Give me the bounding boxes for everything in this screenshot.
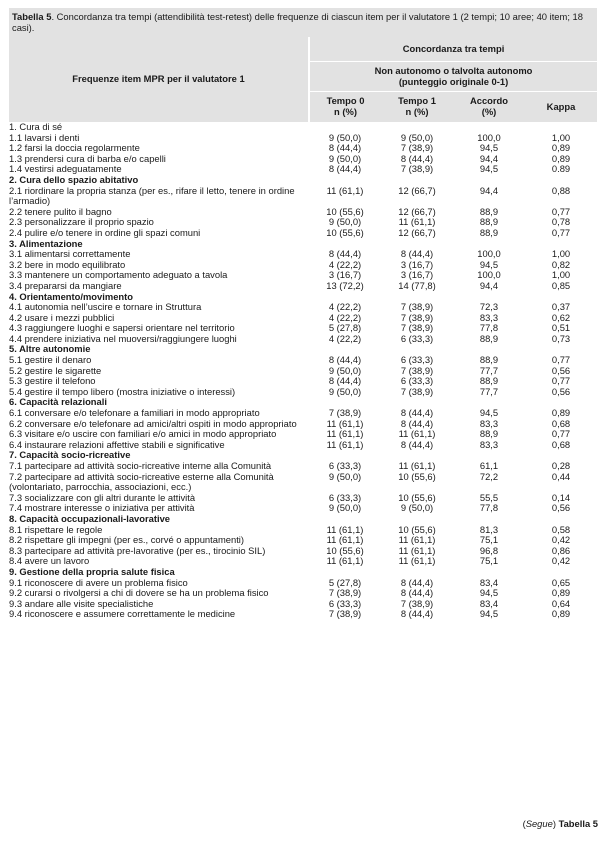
accordo-value: 94,5 [479, 142, 499, 154]
tempo1-value: 8 (44,4) [400, 438, 434, 450]
section-title: 5. Altre autonomie [9, 343, 91, 355]
tempo0-value: 6 (33,3) [328, 491, 362, 503]
accordo-value: 77,7 [479, 385, 499, 397]
section-title: 1. Cura di sé [9, 121, 63, 132]
tempo0-value: 9 (50,0) [328, 216, 362, 228]
section-title: 8. Capacità occupazionali-lavorative [9, 512, 170, 524]
tempo0-value: 9 (50,0) [328, 385, 362, 397]
kappa-value: 0,89 [551, 142, 571, 154]
item-label: 7.4 mostrare interesse o iniziativa per attività [9, 502, 195, 514]
item-label: 1.2 farsi la doccia regolarmente [9, 142, 140, 154]
tempo1-value: 14 (77,8) [398, 279, 436, 291]
table-row [9, 186, 597, 207]
caption-text: . Concordanza tra tempi (attendibilità test-retest) delle frequenze di ciascun item per il valutatore 1 (2 tempi; 10 aree; 40 item; 18 casi). [12, 11, 583, 34]
tempo1-value: 8 (44,4) [400, 608, 434, 620]
table-body [9, 122, 597, 629]
section-title: 2. Cura dello spazio abitativo [9, 173, 139, 185]
tempo1-value: 10 (55,6) [398, 491, 436, 503]
accordo-value: 72,3 [479, 301, 499, 313]
tempo0-value: 4 (22,2) [328, 332, 362, 344]
accordo-value: 83,3 [479, 417, 499, 429]
table-row [9, 228, 597, 239]
accordo-value: 75,1 [479, 555, 499, 567]
accordo-value: 61,1 [479, 460, 499, 471]
accordo-value: 88,9 [479, 216, 499, 228]
item-label: 1.3 prendersi cura di barba e/o capelli [9, 152, 166, 164]
caption-label: Tabella 5 [12, 11, 52, 22]
header-accordo-line2: (%) [481, 106, 497, 117]
tempo1-value: 11 (61,1) [398, 428, 436, 440]
tempo0-value: 11 (61,1) [326, 555, 364, 567]
kappa-value: 0,65 [551, 576, 571, 588]
item-label: 5.4 gestire il tempo libero (mostra iniziative o interessi) [9, 385, 236, 397]
item-label: 6.1 conversare e/o telefonare a familiari in modo appropriato [9, 407, 260, 419]
item-label: 4.3 raggiungere luoghi e sapersi orientare nel territorio [9, 322, 235, 334]
header-group: Concordanza tra tempi [309, 37, 597, 62]
tempo1-value: 11 (61,1) [398, 216, 436, 228]
kappa-value: 0,14 [551, 491, 571, 503]
tempo0-value: 5 (27,8) [328, 322, 362, 334]
tempo1-value: 3 (16,7) [400, 258, 434, 270]
accordo-value: 83,4 [479, 597, 499, 609]
header-tempo1-line2: n (%) [405, 106, 429, 117]
item-label: 8.2 rispettare gli impegni (per es., corvé o appuntamenti) [9, 534, 245, 546]
table-row [9, 281, 597, 292]
item-label: 4.2 usare i mezzi pubblici [9, 311, 115, 323]
kappa-value: 0,82 [551, 258, 571, 270]
kappa-value: 0,62 [551, 311, 571, 323]
kappa-value: 0,77 [551, 205, 571, 217]
accordo-value: 94,5 [479, 587, 499, 599]
item-label: 1.1 lavarsi i denti [9, 131, 80, 143]
tempo1-value: 7 (38,9) [400, 597, 434, 609]
item-label: 4.1 autonomia nell’uscire e tornare in Struttura [9, 301, 202, 313]
item-label: 5.3 gestire il telefono [9, 375, 96, 387]
kappa-value: 0,51 [551, 322, 571, 334]
accordo-value: 88,9 [479, 332, 499, 344]
table-end-spacer [9, 620, 597, 629]
tempo1-value: 8 (44,4) [400, 248, 434, 260]
item-label: 6.4 instaurare relazioni affettive stabili e significative [9, 438, 225, 450]
accordo-value: 94,4 [479, 152, 499, 164]
tempo1-value: 11 (61,1) [398, 460, 436, 471]
item-label: 7.1 partecipare ad attività socio-ricreative interne alla Comunità [9, 460, 272, 471]
tempo0-value: 9 (50,0) [328, 131, 362, 143]
tempo0-value: 9 (50,0) [328, 364, 362, 376]
item-label: 2.1 riordinare la propria stanza (per es., rifare il letto, tenere in ordine l’armadio) [9, 184, 295, 207]
kappa-value: 0,37 [551, 301, 571, 313]
accordo-value: 55,5 [479, 491, 499, 503]
item-label: 6.2 conversare e/o telefonare ad amici/altri ospiti in modo appropriato [9, 417, 297, 429]
header-subgroup-line2: (punteggio originale 0-1) [398, 75, 509, 87]
tempo1-value: 9 (50,0) [400, 131, 434, 143]
item-label: 7.2 partecipare ad attività socio-ricreative esterne alla Comunità (volontariato, parrocchia, associazioni, ecc.) [9, 470, 274, 493]
item-label: 3.3 mantenere un comportamento adeguato a tavola [9, 269, 228, 281]
accordo-value: 94,4 [479, 279, 499, 291]
accordo-value: 96,8 [479, 544, 499, 556]
item-label: 8.4 avere un lavoro [9, 555, 90, 567]
table-row [9, 334, 597, 345]
table-row [9, 461, 597, 472]
tempo0-value: 9 (50,0) [328, 152, 362, 164]
table-continuation-note: (Segue) Tabella 5 [522, 818, 598, 829]
accordo-value: 88,9 [479, 226, 499, 238]
tempo1-value: 10 (55,6) [398, 470, 436, 482]
tempo1-value: 7 (38,9) [400, 163, 434, 175]
kappa-value: 0,85 [551, 279, 571, 291]
kappa-value: 0,89 [551, 587, 571, 599]
header-tempo0-line2: n (%) [334, 106, 357, 117]
kappa-value: 0,77 [551, 226, 571, 238]
kappa-value: 0,86 [551, 544, 571, 556]
tempo1-value: 8 (44,4) [400, 587, 434, 599]
item-label: 3.4 prepararsi da mangiare [9, 279, 122, 291]
section-title: 3. Alimentazione [9, 237, 83, 249]
item-label: 3.1 alimentarsi correttamente [9, 248, 131, 260]
header-accordo [453, 92, 525, 123]
table-row [9, 366, 597, 377]
accordo-value: 100,0 [477, 131, 501, 143]
accordo-value: 94,4 [479, 184, 499, 196]
item-label: 4.4 prendere iniziativa nel muoversi/raggiungere luoghi [9, 332, 237, 344]
accordo-value: 100,0 [477, 248, 501, 260]
tempo0-value: 8 (44,4) [328, 375, 362, 387]
tempo0-value: 6 (33,3) [328, 597, 362, 609]
kappa-value: 0,73 [551, 332, 571, 344]
section-title: 9. Gestione della propria salute fisica [9, 565, 175, 577]
kappa-value: 0,77 [551, 354, 571, 366]
accordo-value: 72,2 [479, 470, 499, 482]
accordo-value: 88,9 [479, 205, 499, 217]
kappa-value: 0,64 [551, 597, 571, 609]
accordo-value: 75,1 [479, 534, 499, 546]
accordo-value: 88,9 [479, 375, 499, 387]
kappa-value: 0,28 [551, 460, 571, 471]
accordo-value: 94,5 [479, 258, 499, 270]
tempo1-value: 7 (38,9) [400, 301, 434, 313]
accordo-value: 77,7 [479, 364, 499, 376]
accordo-value: 100,0 [477, 269, 501, 281]
tempo0-value: 4 (22,2) [328, 301, 362, 313]
accordo-value: 81,3 [479, 523, 499, 535]
tempo1-value: 6 (33,3) [400, 332, 434, 344]
header-tempo0-line1: Tempo 0 [326, 95, 365, 107]
tempo1-value: 6 (33,3) [400, 375, 434, 387]
header-item-column: Frequenze item MPR per il valutatore 1 [9, 37, 309, 122]
kappa-value: 0,89 [551, 608, 571, 620]
accordo-value: 83,3 [479, 311, 499, 323]
item-label: 3.2 bere in modo equilibrato [9, 258, 126, 270]
kappa-value: 0,58 [551, 523, 571, 535]
tempo1-value: 12 (66,7) [398, 205, 436, 217]
tempo0-value: 6 (33,3) [328, 460, 362, 471]
tempo1-value: 8 (44,4) [400, 152, 434, 164]
header-tempo0 [309, 92, 381, 123]
section-title: 4. Orientamento/movimento [9, 290, 133, 302]
item-label: 9.2 curarsi o rivolgersi a chi di dovere se ha un problema fisico [9, 587, 269, 599]
item-label: 8.3 partecipare ad attività pre-lavorative (per es., tirocinio SIL) [9, 544, 266, 556]
kappa-value: 0,68 [551, 417, 571, 429]
header-tempo1-line1: Tempo 1 [398, 95, 436, 107]
kappa-value: 0,89 [551, 152, 571, 164]
header-tempo1 [381, 92, 453, 123]
tempo1-value: 7 (38,9) [400, 311, 434, 323]
section-title: 6. Capacità relazionali [9, 396, 107, 408]
tempo0-value: 8 (44,4) [328, 163, 362, 175]
tempo0-value: 9 (50,0) [328, 502, 362, 514]
tempo0-value: 11 (61,1) [326, 417, 364, 429]
tempo0-value: 7 (38,9) [328, 407, 362, 419]
tempo1-value: 12 (66,7) [398, 226, 436, 238]
tempo1-value: 8 (44,4) [400, 417, 434, 429]
tempo0-value: 4 (22,2) [328, 258, 362, 270]
kappa-value: 0.89 [551, 163, 571, 175]
tempo0-value: 11 (61,1) [326, 184, 364, 196]
accordo-value: 88,9 [479, 354, 499, 366]
item-label: 5.2 gestire le sigarette [9, 364, 102, 376]
item-label: 9.1 riconoscere di avere un problema fisico [9, 576, 188, 588]
table-row [9, 546, 597, 557]
accordo-value: 94,5 [479, 407, 499, 419]
tempo0-value: 11 (61,1) [326, 438, 364, 450]
kappa-value: 1,00 [551, 269, 571, 281]
table-caption [9, 8, 597, 37]
accordo-value: 94,5 [479, 608, 499, 620]
kappa-value: 0,77 [551, 375, 571, 387]
accordo-value: 83,3 [479, 438, 499, 450]
accordo-value: 94,5 [479, 163, 499, 175]
continuation-table-label: Tabella 5 [558, 818, 598, 829]
header-kappa: Kappa [525, 92, 597, 123]
tempo1-value: 11 (61,1) [398, 534, 436, 546]
tempo1-value: 11 (61,1) [398, 544, 436, 556]
tempo0-value: 10 (55,6) [326, 544, 364, 556]
header-subgroup [309, 62, 597, 92]
kappa-value: 0,77 [551, 428, 571, 440]
tempo1-value: 7 (38,9) [400, 364, 434, 376]
tempo1-value: 3 (16,7) [400, 269, 434, 281]
tempo0-value: 10 (55,6) [326, 226, 364, 238]
kappa-value: 0,56 [551, 364, 571, 376]
tempo0-value: 9 (50,0) [328, 470, 362, 482]
kappa-value: 0,56 [551, 385, 571, 397]
item-label: 2.4 pulire e/o tenere in ordine gli spazi comuni [9, 226, 201, 238]
accordo-value: 83,4 [479, 576, 499, 588]
tempo0-value: 8 (44,4) [328, 354, 362, 366]
tempo0-value: 7 (38,9) [328, 608, 362, 620]
header-subgroup-line1: Non autonomo o talvolta autonomo [374, 64, 533, 76]
tempo1-value: 8 (44,4) [400, 407, 434, 419]
tempo1-value: 9 (50,0) [400, 502, 434, 514]
tempo1-value: 7 (38,9) [400, 142, 434, 154]
tempo0-value: 8 (44,4) [328, 248, 362, 260]
tempo0-value: 7 (38,9) [328, 587, 362, 599]
tempo1-value: 11 (61,1) [398, 555, 436, 567]
kappa-value: 0,56 [551, 502, 571, 514]
header-accordo-line1: Accordo [469, 95, 509, 107]
tempo1-value: 12 (66,7) [398, 184, 436, 196]
tempo0-value: 5 (27,8) [328, 576, 362, 588]
tempo1-value: 6 (33,3) [400, 354, 434, 366]
concordance-table [9, 37, 597, 629]
tempo1-value: 10 (55,6) [398, 523, 436, 535]
accordo-value: 88,9 [479, 428, 499, 440]
tempo1-value: 7 (38,9) [400, 322, 434, 334]
item-label: 9.4 riconoscere e assumere correttamente le medicine [9, 608, 236, 620]
item-label: 9.3 andare alle visite specialistiche [9, 597, 154, 609]
kappa-value: 0,68 [551, 438, 571, 450]
kappa-value: 0,42 [551, 534, 571, 546]
tempo0-value: 11 (61,1) [326, 523, 364, 535]
tempo1-value: 7 (38,9) [400, 385, 434, 397]
tempo0-value: 4 (22,2) [328, 311, 362, 323]
kappa-value: 1,00 [551, 131, 571, 143]
table-row [9, 472, 597, 493]
accordo-value: 77,8 [479, 322, 499, 334]
tempo0-value: 3 (16,7) [328, 269, 362, 281]
tempo0-value: 11 (61,1) [326, 428, 364, 440]
item-label: 1.4 vestirsi adeguatamente [9, 163, 122, 175]
item-label: 8.1 rispettare le regole [9, 523, 103, 535]
tempo1-value: 8 (44,4) [400, 576, 434, 588]
item-label: 2.2 tenere pulito il bagno [9, 205, 112, 217]
item-label: 7.3 socializzare con gli altri durante le attività [9, 491, 196, 503]
item-label: 6.3 visitare e/o uscire con familiari e/o amici in modo appropriato [9, 428, 277, 440]
item-label: 5.1 gestire il denaro [9, 354, 92, 366]
kappa-value: 0,88 [551, 184, 571, 196]
tempo0-value: 10 (55,6) [326, 205, 364, 217]
kappa-value: 1,00 [551, 248, 571, 260]
tempo0-value: 11 (61,1) [326, 534, 364, 546]
accordo-value: 77,8 [479, 502, 499, 514]
section-title: 7. Capacità socio-ricreative [9, 449, 131, 461]
kappa-value: 0,78 [551, 216, 571, 228]
segue-text: Segue [525, 818, 553, 829]
item-label: 2.3 personalizzare il proprio spazio [9, 216, 154, 228]
kappa-value: 0,42 [551, 555, 571, 567]
kappa-value: 0,44 [551, 470, 571, 482]
tempo0-value: 13 (72,2) [326, 279, 364, 291]
tempo0-value: 8 (44,4) [328, 142, 362, 154]
kappa-value: 0,89 [551, 407, 571, 419]
table-row [9, 609, 597, 620]
